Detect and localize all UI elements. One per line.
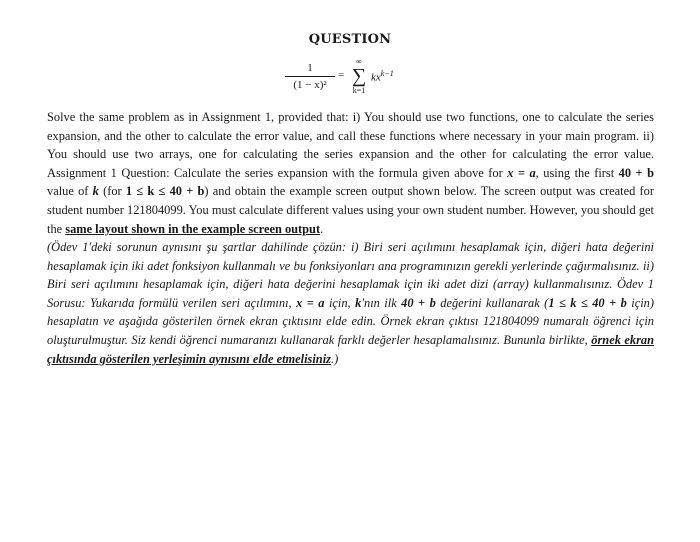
sum-upper-limit: ∞ [356,57,362,66]
text-segment: 'nın ilk [361,295,402,310]
text-segment: . [320,221,324,236]
text-segment: ) and obtain the example screen output shown below. The screen output was created for student number 121804099. You must calculate different values using your own student number. However, you should get the [47,184,654,236]
text-segment: .) [330,351,339,366]
summation [349,58,369,95]
series-formula [285,58,425,104]
math-k-range: 1 ≤ k ≤ 40 + b [125,184,205,199]
page-title: QUESTION [308,32,392,47]
math-k: k [92,184,99,199]
text-segment: değerini kullanarak ( [435,295,549,310]
math-k: k [355,295,362,310]
math-k-range: 1 ≤ k ≤ 40 + b [548,295,627,310]
paragraph-english [47,108,654,238]
sigma-symbol: ∑ [351,65,367,87]
underlined-emphasis: örnek ekran çıktısında gösterilen yerleşimin aynısını elde etmelisiniz [47,332,654,366]
fraction-numerator: 1 [307,62,313,74]
math-x-equals-a: x = a [507,165,536,180]
text-segment: için, [324,295,356,310]
text-segment: , using the first [535,165,619,180]
fraction-bar [285,76,335,77]
series-term [371,69,394,84]
text-segment: (Ödev 1'deki sorunun aynısını şu şartlar dahilinde çözün: i) Biri seri açılımını hesaplamak için, diğeri hata değerini hesaplamak için iki adet fonksiyon kullanmalı ve bu fonksiyonları ana programınızın gerekli yerlerinde çağırmalısınız. ii) Biri seri açılımını hesaplamak için, diğeri hata değerini hesaplamak için iki adet dizi (array) kullanmalısınız. Ödev 1 Sorusu: Yukarıda formülü verilen seri açılımını, [47,240,654,310]
underlined-emphasis: same layout shown in the example screen output [65,221,321,236]
term-exponent: k−1 [380,69,394,78]
paragraph-turkish [47,238,654,368]
text-segment: Solve the same problem as in Assignment 1, provided that: i) You should use two functions, one to calculate the series expansion, and the other to calculate the error value, and call these functions where necessary in your main program. ii) You should use two arrays, one for calculating the series expansion and the other for calculating the error value. Assignment 1 Question: Calculate the series expansion with the formula given above for [47,110,654,180]
term-base: kx [371,71,381,84]
math-x-equals-a: x = a [296,295,325,310]
text-segment: value of [47,184,93,199]
text-segment: (for [98,184,126,199]
equals-sign: = [338,69,345,81]
fraction [285,62,335,92]
math-40-plus-b: 40 + b [618,165,654,180]
text-segment: için) hesaplatın ve aşağıda gösterilen örnek ekran çıktısını elde edin. Örnek ekran çıktısı 121804099 numaralı öğrenci için oluşturulmuştur. Siz kendi öğrenci numaranızı kullanarak farklı değerler hesaplamalısınız. Bununla birlikte, [47,295,654,347]
math-40-plus-b: 40 + b [401,295,436,310]
sum-lower-limit: k=1 [352,86,366,95]
fraction-denominator: (1 − x)² [293,79,327,91]
